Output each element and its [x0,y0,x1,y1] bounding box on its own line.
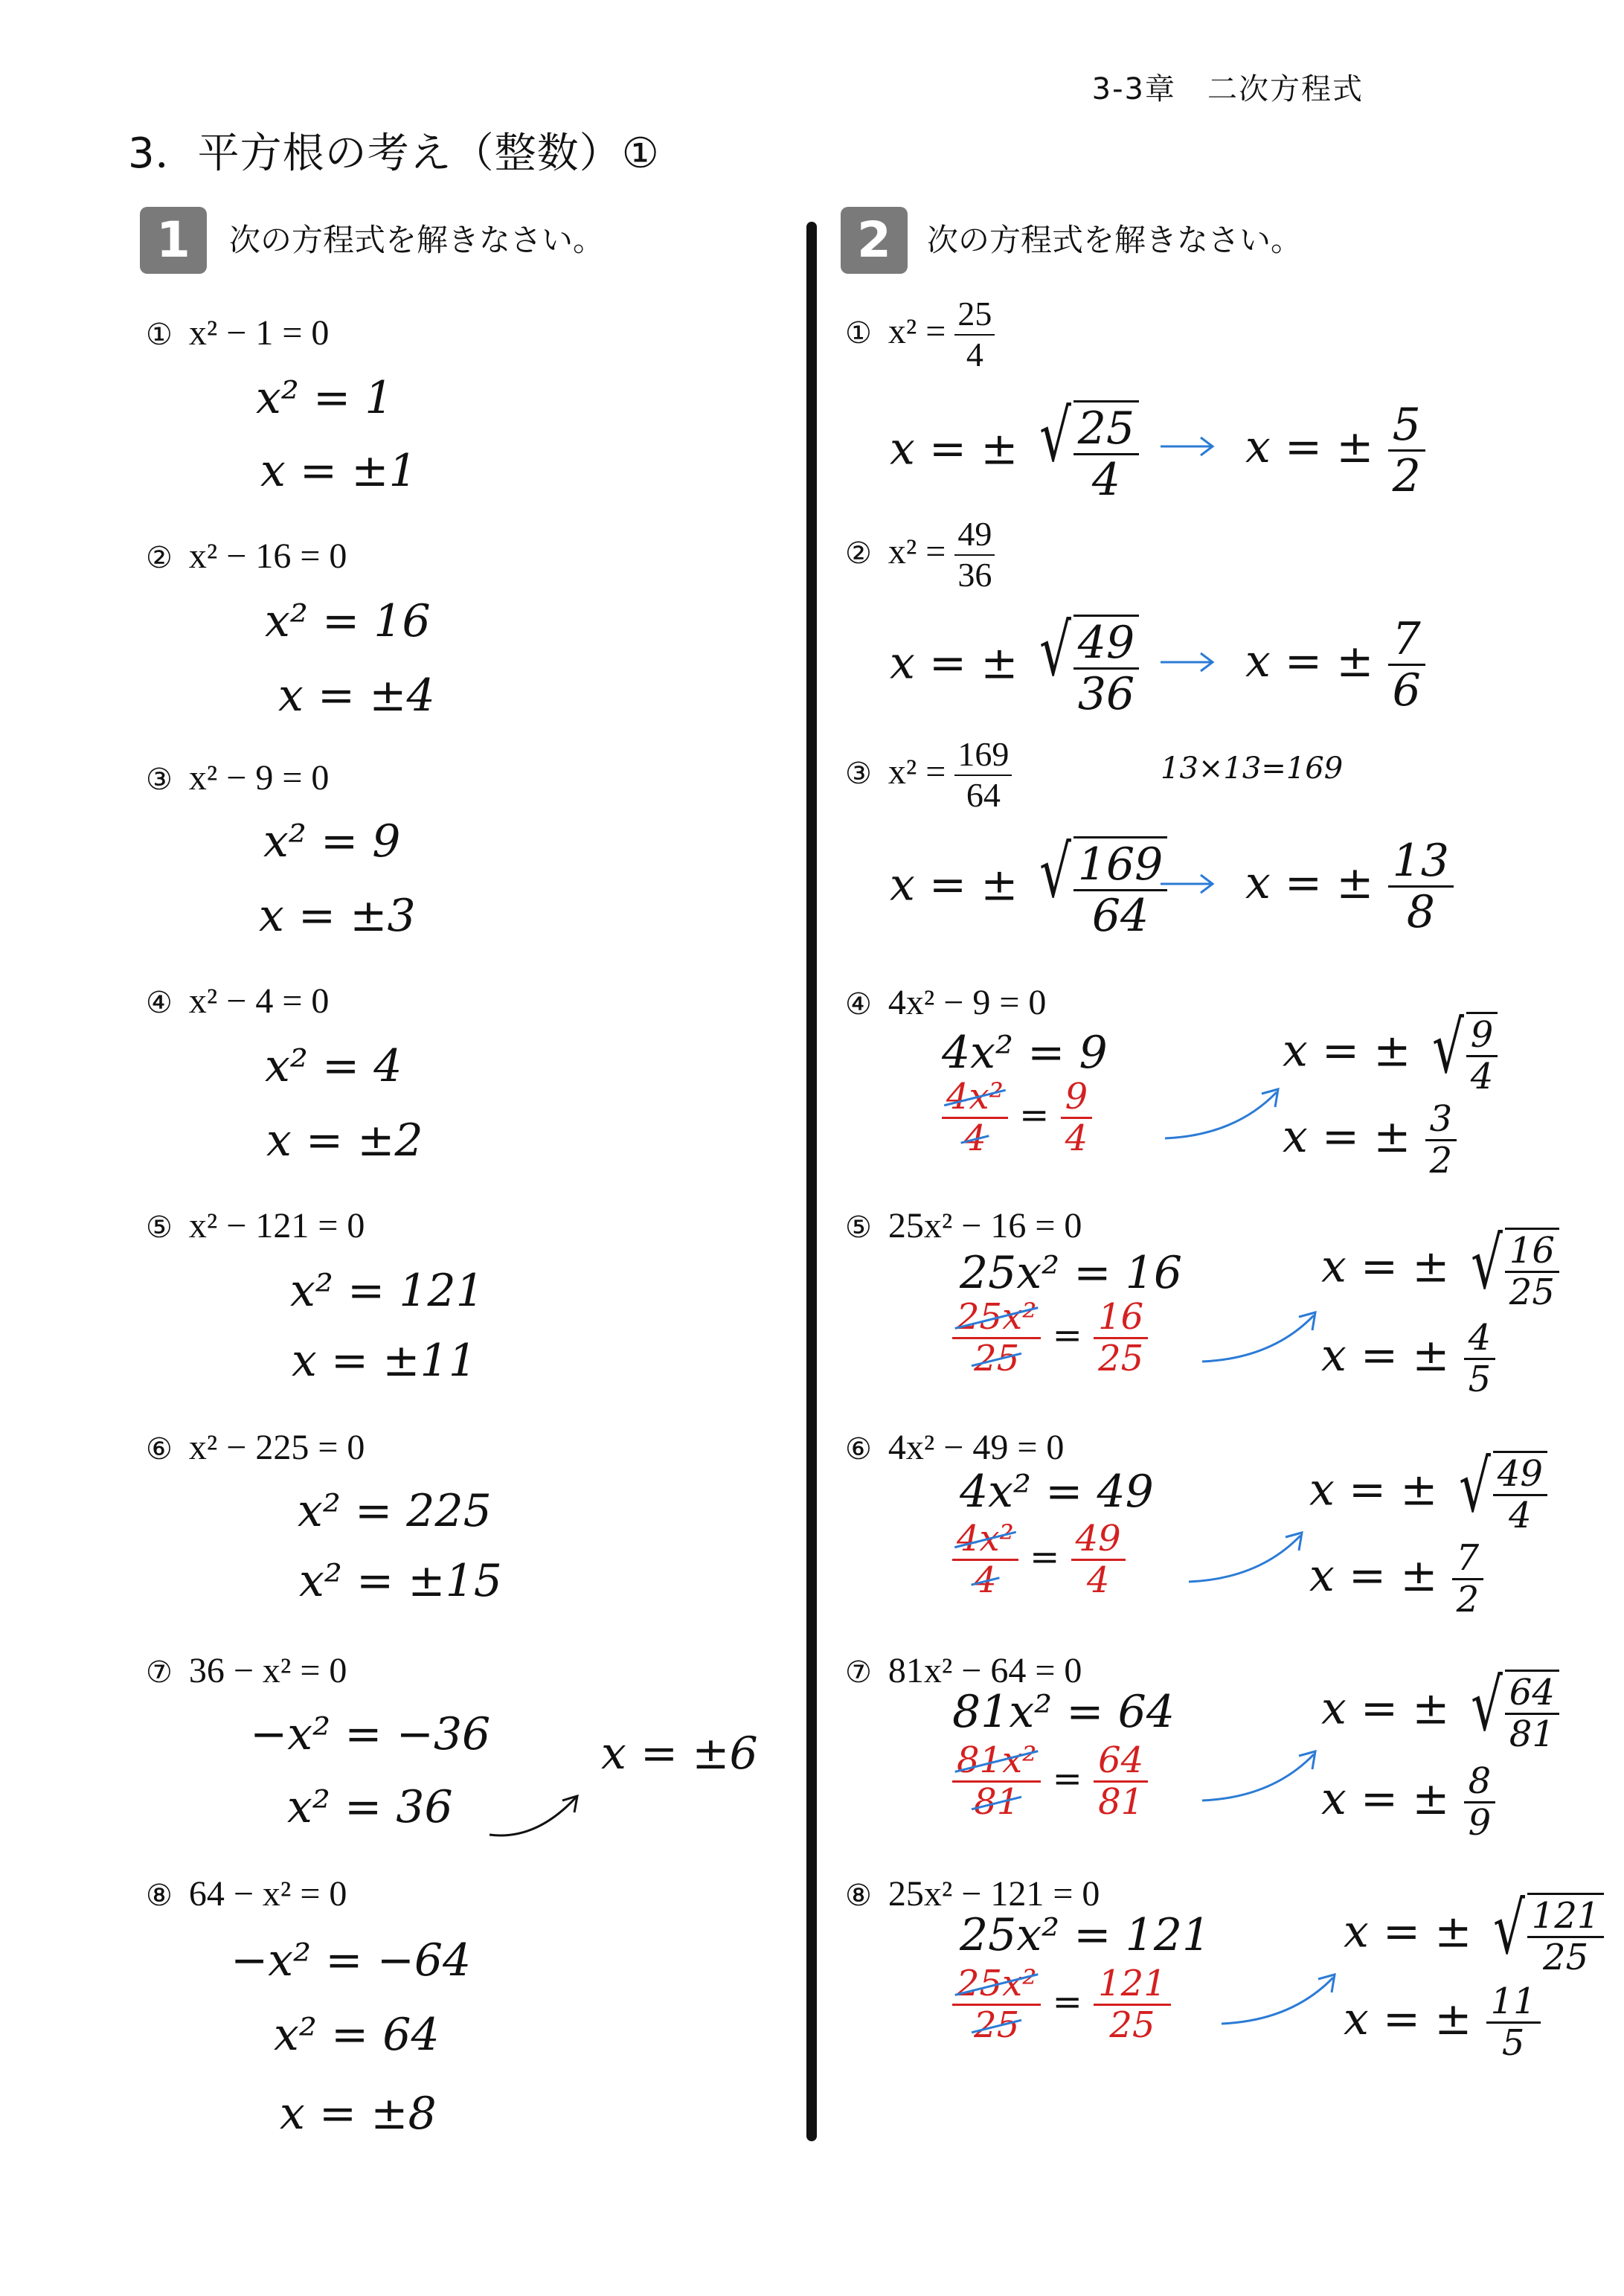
side-note: 13×13=169 [1161,751,1344,786]
answer: x = ±8 [280,2088,437,2140]
column-divider [806,222,817,2141]
answer: x = ±6 [601,1728,758,1780]
arrow-icon [484,1786,588,1845]
work-step: −x² = −64 [231,1934,472,1986]
answer: x = ± $\frac{8}{9}$ [1321,1762,1495,1843]
problem-1-1: ① x² − 1 = 0 [146,313,330,353]
work-step: x² = 1 [256,372,394,424]
work-root: x = ± √ $\frac{25}{4}$ [890,400,1139,504]
work-step: x² = 9 [263,815,401,868]
work-step: 25x² = 121 [960,1909,1211,1961]
problem-1-3: ③ x² − 9 = 0 [146,758,330,798]
arrow-icon [1217,1964,1344,2031]
arrow-icon [1158,869,1217,899]
problem-2-3: ③ x² = $\frac{169}{64}$ [845,735,1012,815]
work-step: 81x² = 64 [952,1686,1175,1738]
answer: x² = ±15 [299,1555,502,1607]
section-2-badge: 2 [841,207,908,274]
work-root: x = ± √ $\frac{9}{4}$ [1283,1012,1498,1097]
answer: x = ± $\frac{7}{2}$ [1309,1539,1483,1620]
answer: x = ±4 [278,670,435,722]
page-title: 3．平方根の考え（整数）① [128,129,660,178]
work-root: x = ± √ $\frac{49}{36}$ [890,615,1139,719]
problem-2-7: ⑦ 81x² − 64 = 0 [845,1651,1082,1690]
problem-2-5: ⑤ 25x² − 16 = 0 [845,1206,1082,1245]
work-step: x² = 36 [287,1781,453,1833]
answer: x = ±2 [266,1115,423,1167]
work-root: x = ± √ $\frac{169}{64}$ [890,836,1167,940]
answer: x = ± $\frac{13}{8}$ [1245,836,1454,937]
section-1-badge: 1 [140,207,207,274]
problem-2-8: ⑧ 25x² − 121 = 0 [845,1874,1100,1914]
work-step: x² = 121 [290,1265,484,1317]
work-step: x² = 16 [265,595,431,647]
arrow-icon [1158,432,1217,461]
division-step: $\frac{\text{25x²}}{25}$ = $\frac{16}{25}$ [952,1298,1148,1379]
work-step: x² = 64 [274,2009,440,2061]
problem-1-2: ② x² − 16 = 0 [146,536,347,576]
answer: x = ±3 [259,890,416,942]
section-1-instruction: 次の方程式を解きなさい。 [229,222,605,258]
arrow-icon [1198,1741,1324,1808]
work-root: x = ± √ $\frac{16}{25}$ [1321,1228,1559,1312]
division-step: $\frac{\text{25x²}}{25}$ = $\frac{121}{25}$ [952,1964,1171,2045]
problem-1-8: ⑧ 64 − x² = 0 [146,1874,347,1914]
arrow-icon [1198,1302,1324,1369]
answer: x = ± $\frac{11}{5}$ [1344,1982,1541,2063]
chapter-label: 3-3章 二次方程式 [1091,72,1364,106]
work-step: x² = 225 [298,1485,492,1537]
answer: x = ±1 [260,445,417,497]
problem-1-4: ④ x² − 4 = 0 [146,981,330,1021]
answer: x = ± $\frac{4}{5}$ [1321,1318,1495,1399]
work-step: x² = 4 [265,1040,402,1092]
answer: x = ± $\frac{7}{6}$ [1245,615,1425,715]
arrow-icon [1158,647,1217,677]
problem-2-1: ① x² = $\frac{25}{4}$ [845,295,995,375]
section-2-instruction: 次の方程式を解きなさい。 [927,222,1303,258]
answer: x = ±11 [292,1335,477,1387]
division-step: $\frac{\text{4x²}}{4}$ = $\frac{49}{4}$ [952,1519,1126,1600]
work-step: 4x² = 49 [960,1466,1154,1518]
problem-2-2: ② x² = $\frac{49}{36}$ [845,515,995,595]
arrow-icon [1184,1522,1311,1589]
problem-2-4: ④ 4x² − 9 = 0 [845,983,1047,1022]
work-root: x = ± √ $\frac{49}{4}$ [1309,1451,1547,1536]
work-step: −x² = −36 [250,1708,491,1760]
work-step: 4x² = 9 [942,1027,1108,1079]
problem-1-5: ⑤ x² − 121 = 0 [146,1206,365,1245]
problem-1-7: ⑦ 36 − x² = 0 [146,1651,347,1690]
work-root: x = ± √ $\frac{121}{25}$ [1344,1893,1604,1978]
answer: x = ± $\frac{3}{2}$ [1283,1100,1457,1181]
work-root: x = ± √ $\frac{64}{81}$ [1321,1670,1559,1754]
problem-2-6: ⑥ 4x² − 49 = 0 [845,1428,1065,1467]
division-step: $\frac{\text{4x²}}{4}$ = $\frac{9}{4}$ [942,1077,1092,1158]
arrow-icon [1161,1079,1287,1146]
work-step: 25x² = 16 [960,1247,1183,1299]
answer: x = ± $\frac{5}{2}$ [1245,400,1425,501]
division-step: $\frac{\text{81x²}}{81}$ = $\frac{64}{81}$ [952,1741,1148,1822]
problem-1-6: ⑥ x² − 225 = 0 [146,1428,365,1467]
